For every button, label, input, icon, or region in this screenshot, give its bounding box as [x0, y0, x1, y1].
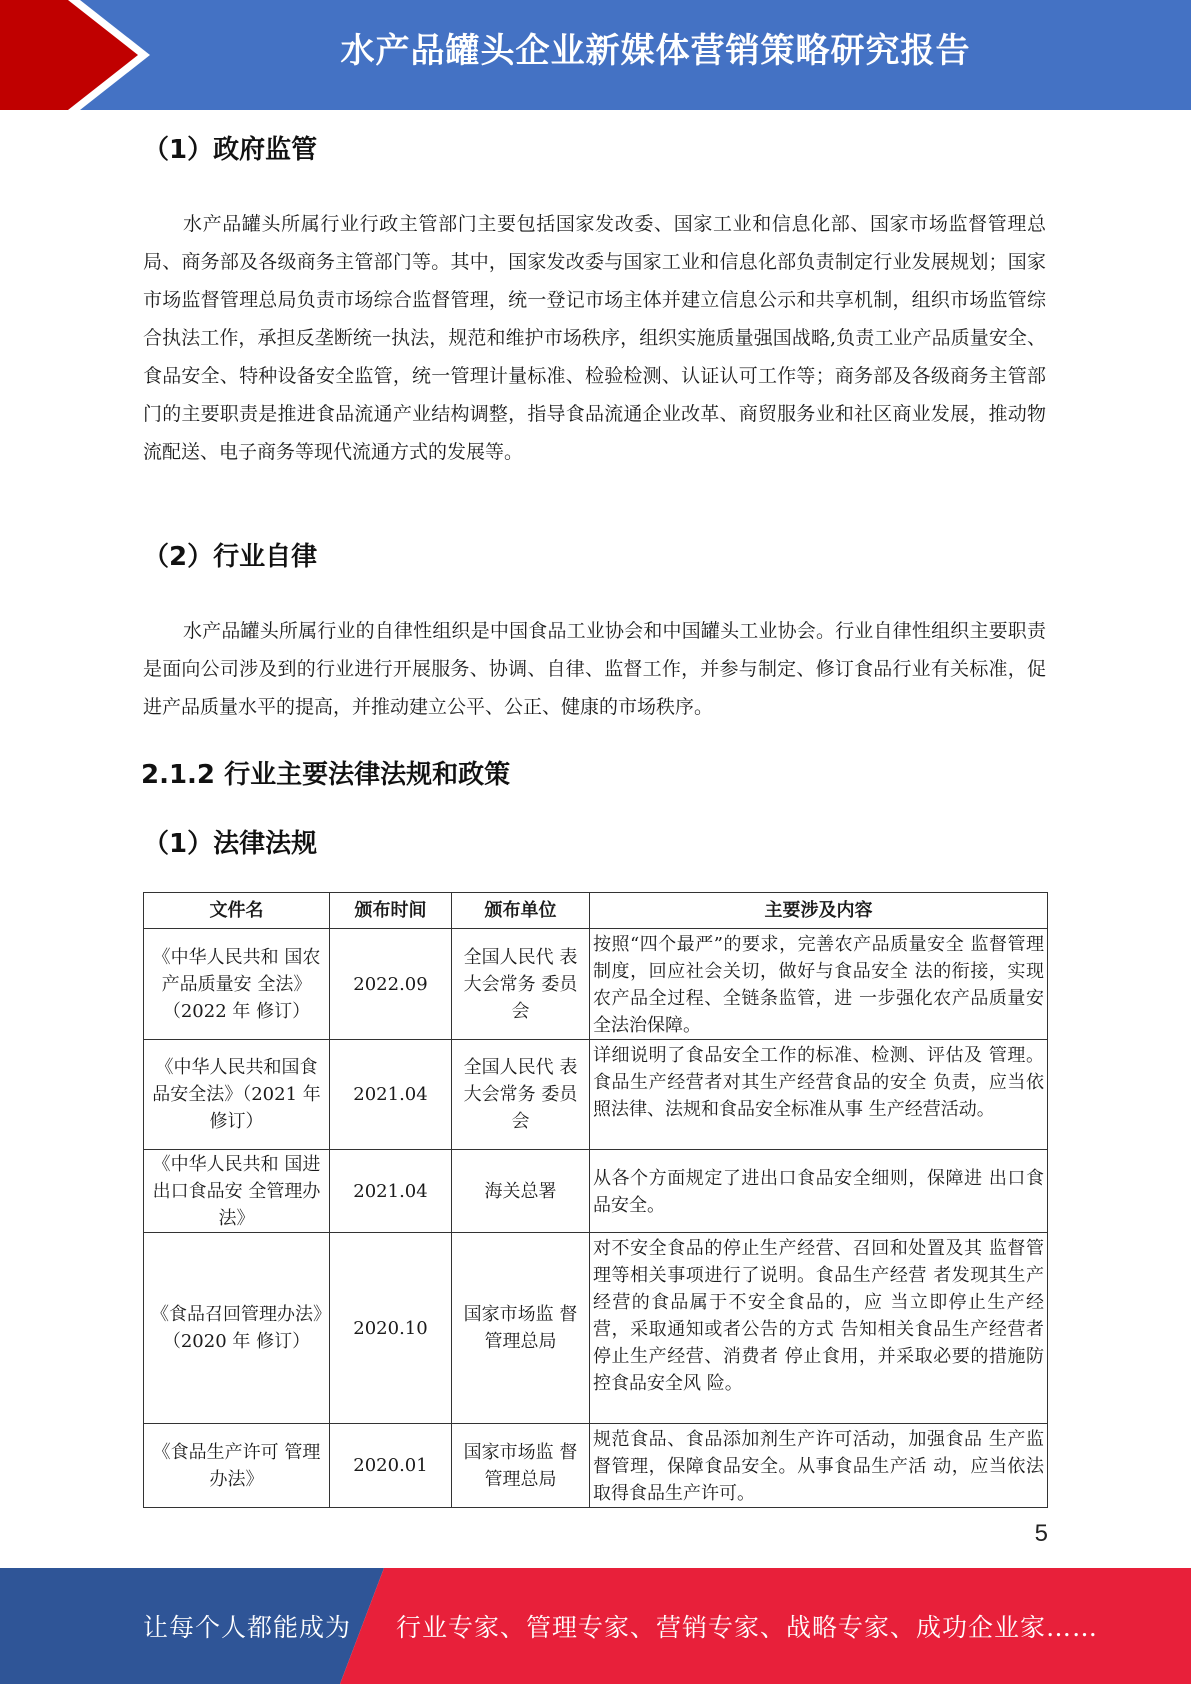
section-heading-laws: （1）法律法规 [143, 829, 318, 859]
paragraph-government: 水产品罐头所属行业行政主管部门主要包括国家发改委、国家工业和信息化部、国家市场监督管理总局、商务部及各级商务主管部门等。其中，国家发改委与国家工业和信息化部负责制定行业发展规划；国家市场监督管理总局负责市场综合监督管理，统一登记市场主体并建立信息公示和共享机制，组织市场监管综合执法工作，承担反垄断统一执法，规范和维护市场秩序，组织实施质量强国战略,负责工业产品质量安全、食品安全、特种设备安全监管，统一管理计量标准、检验检测、认证认可工作等；商务部及各级商务主管部门的主要职责是推进食品流通产业结构调整，指导食品流通企业改革、商贸服务业和社区商业发展，推动物流配送、电子商务等现代流通方式的发展等。 [143, 213, 1046, 463]
cell-name: 《食品生产许可 管理办法》 [144, 1424, 330, 1508]
cell-name: 《中华人民共和 国农产品质量安 全法》（2022 年 修订） [144, 929, 330, 1040]
cell-issuer: 海关总署 [452, 1150, 590, 1233]
cell-name: 《中华人民共和国食品安全法》（2021 年修订） [144, 1040, 330, 1150]
cell-issuer: 全国人民代 表大会常务 委员会 [452, 1040, 590, 1150]
column-header-content: 主要涉及内容 [590, 893, 1048, 929]
table-row [144, 1233, 1048, 1424]
cell-content: 规范食品、食品添加剂生产许可活动，加强食品 生产监督管理，保障食品安全。从事食品生产活 动，应当依法取得食品生产许可。 [590, 1424, 1048, 1508]
laws-table [143, 892, 1048, 1508]
cell-content: 从各个方面规定了进出口食品安全细则，保障进 出口食品安全。 [590, 1150, 1048, 1233]
cell-date: 2022.09 [330, 929, 452, 1040]
table-row [144, 1424, 1048, 1508]
page-footer [0, 1568, 1191, 1684]
cell-issuer: 全国人民代 表大会常务 委员会 [452, 929, 590, 1040]
section-heading-self-regulation: （2）行业自律 [143, 542, 318, 572]
cell-content: 按照“四个最严”的要求，完善农产品质量安全 监督管理制度，回应社会关切，做好与食品安全 法的衔接，实现农产品全过程、全链条监管，进 一步强化农产品质量安全法治保障。 [590, 929, 1048, 1040]
column-header-name: 文件名 [144, 893, 330, 929]
report-title: 水产品罐头企业新媒体营销策略研究报告 [340, 31, 971, 71]
section-heading-government: （1）政府监管 [143, 135, 318, 165]
section-heading-laws-policies: 2.1.2 行业主要法律法规和政策 [141, 760, 511, 790]
cell-content: 对不安全食品的停止生产经营、召回和处置及其 监督管理等相关事项进行了说明。食品生产经营 者发现其生产经营的食品属于不安全食品的，应 当立即停止生产经营，采取通知或者公告的方式 告知相关食品生产经营者停止生产经营、消费者 停止食用，并采取必要的措施防控食品安全风 险。 [590, 1233, 1048, 1424]
cell-date: 2021.04 [330, 1150, 452, 1233]
page-header [0, 0, 1191, 110]
table-row [144, 1040, 1048, 1150]
cell-date: 2021.04 [330, 1040, 452, 1150]
table-row [144, 929, 1048, 1040]
page-number: 5 [1034, 1520, 1048, 1547]
cell-date: 2020.01 [330, 1424, 452, 1508]
cell-name: 《食品召回管理办法》（2020 年 修订） [144, 1233, 330, 1424]
table-row [144, 1150, 1048, 1233]
cell-name: 《中华人民共和 国进出口食品安 全管理办法》 [144, 1150, 330, 1233]
column-header-issuer: 颁布单位 [452, 893, 590, 929]
cell-issuer: 国家市场监 督管理总局 [452, 1233, 590, 1424]
footer-slogan-left: 让每个人都能成为 [143, 1613, 352, 1642]
table-header-row [144, 893, 1048, 929]
cell-content: 详细说明了食品安全工作的标准、检测、评估及 管理。食品生产经营者对其生产经营食品的安全 负责，应当依照法律、法规和食品安全标准从事 生产经营活动。 [590, 1040, 1048, 1150]
cell-date: 2020.10 [330, 1233, 452, 1424]
paragraph-self-regulation: 水产品罐头所属行业的自律性组织是中国食品工业协会和中国罐头工业协会。行业自律性组织主要职责是面向公司涉及到的行业进行开展服务、协调、自律、监督工作，并参与制定、修订食品行业有关标准，促进产品质量水平的提高，并推动建立公平、公正、健康的市场秩序。 [143, 620, 1046, 718]
column-header-date: 颁布时间 [330, 893, 452, 929]
footer-slogan-right: 行业专家、管理专家、营销专家、战略专家、成功企业家…… [396, 1613, 1099, 1642]
cell-issuer: 国家市场监 督管理总局 [452, 1424, 590, 1508]
